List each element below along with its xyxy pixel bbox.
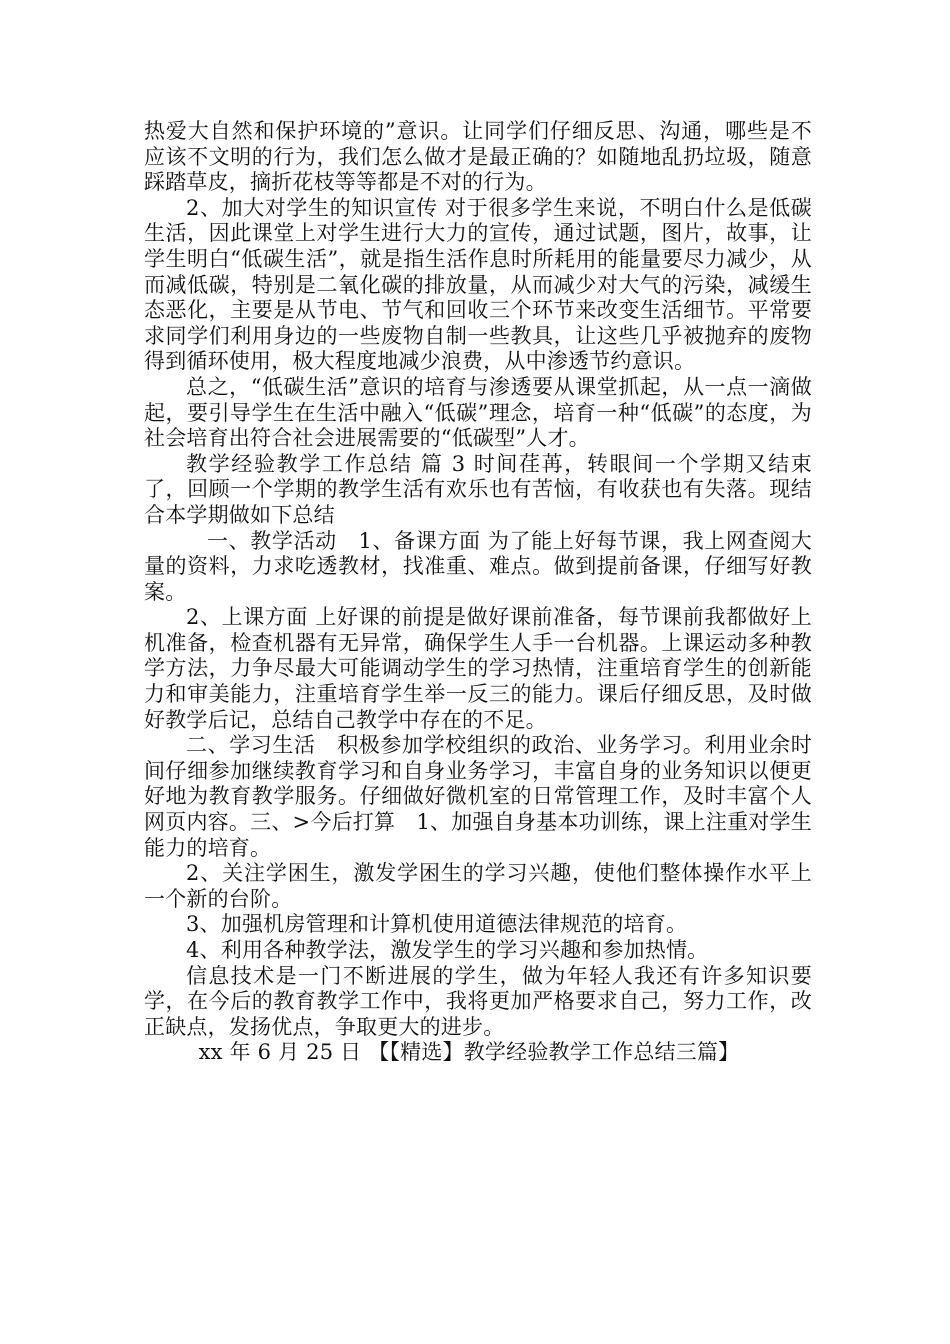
paragraph-class-teaching: 2、上课方面 上好课的前提是做好课前准备，每节课前我都做好上机准备，检查机器有无异常，确保学生人手一台机器。上课运动多种教学方法，力争尽最大可能调动学生的学习热情，注重培育学生的创新能力和审美能力，注重培育学生举一反三的能力。课后仔细反思，及时做好教学后记，总结自己教学中存在的不足。	[144, 605, 812, 732]
paragraph-struggling-students: 2、关注学困生，激发学困生的学习兴趣，使他们整体操作水平上一个新的台阶。	[144, 861, 812, 911]
paragraph-conclusion: 信息技术是一门不断进展的学生，做为年轻人我还有许多知识要学，在今后的教育教学工作中，我将更加严格要求自己，努力工作，改正缺点，发扬优点，争取更大的进步。	[144, 963, 812, 1039]
document-body	[144, 119, 812, 1066]
paragraph-lab-management: 3、加强机房管理和计算机使用道德法律规范的培育。	[186, 912, 688, 937]
document-date-title: xx 年 6 月 25 日 【【精选】教学经验教学工作总结三篇】	[198, 1040, 740, 1065]
paragraph-teaching-activities: 一、教学活动 1、备课方面 为了能上好每节课，我上网查阅大量的资料，力求吃透教材，找准重、难点。做到提前备课，仔细写好教案。	[144, 528, 812, 604]
paragraph-environment-awareness: 热爱大自然和保护环境的”意识。让同学们仔细反思、沟通，哪些是不应该不文明的行为，我们怎么做才是最正确的？如随地乱扔垃圾，随意踩踏草皮，摘折花枝等等都是不对的行为。	[144, 119, 812, 195]
paragraph-knowledge-promotion: 2、加大对学生的知识宣传 对于很多学生来说，不明白什么是低碳生活，因此课堂上对学生进行大力的宣传，通过试题，图片，故事，让学生明白“低碳生活”，就是指生活作息时所耗用的能量要尽力减少，从而减低碳，特别是二氧化碳的排放量，从而减少对大气的污染，减缓生态恶化，主要是从节电、节气和回收三个环节来改变生活细节。平常要求同学们利用身边的一些废物自制一些教具，让这些几乎被抛弃的废物得到循环使用，极大程度地减少浪费，从中渗透节约意识。	[144, 195, 812, 374]
paragraph-teaching-methods: 4、利用各种教学法，激发学生的学习兴趣和参加热情。	[186, 938, 709, 962]
paragraph-work-summary-intro: 教学经验教学工作总结 篇 3 时间荏苒，转眼间一个学期又结束了，回顾一个学期的教学生活有欢乐也有苦恼，有收获也有失落。现结合本学期做如下总结	[144, 451, 812, 527]
paragraph-study-life: 二、学习生活 积极参加学校组织的政治、业务学习。利用业余时间仔细参加继续教育学习和自身业务学习，丰富自身的业务知识以便更好地为教育教学服务。仔细做好微机室的日常管理工作，及时丰富个人网页内容。三、>今后打算 1、加强自身基本功训练，课上注重对学生能力的培育。	[144, 733, 812, 860]
paragraph-low-carbon-summary: 总之，“低碳生活”意识的培育与渗透要从课堂抓起，从一点一滴做起，要引导学生在生活中融入“低碳”理念，培育一种“低碳”的态度，为社会培育出符合社会进展需要的“低碳型”人才。	[144, 374, 812, 451]
